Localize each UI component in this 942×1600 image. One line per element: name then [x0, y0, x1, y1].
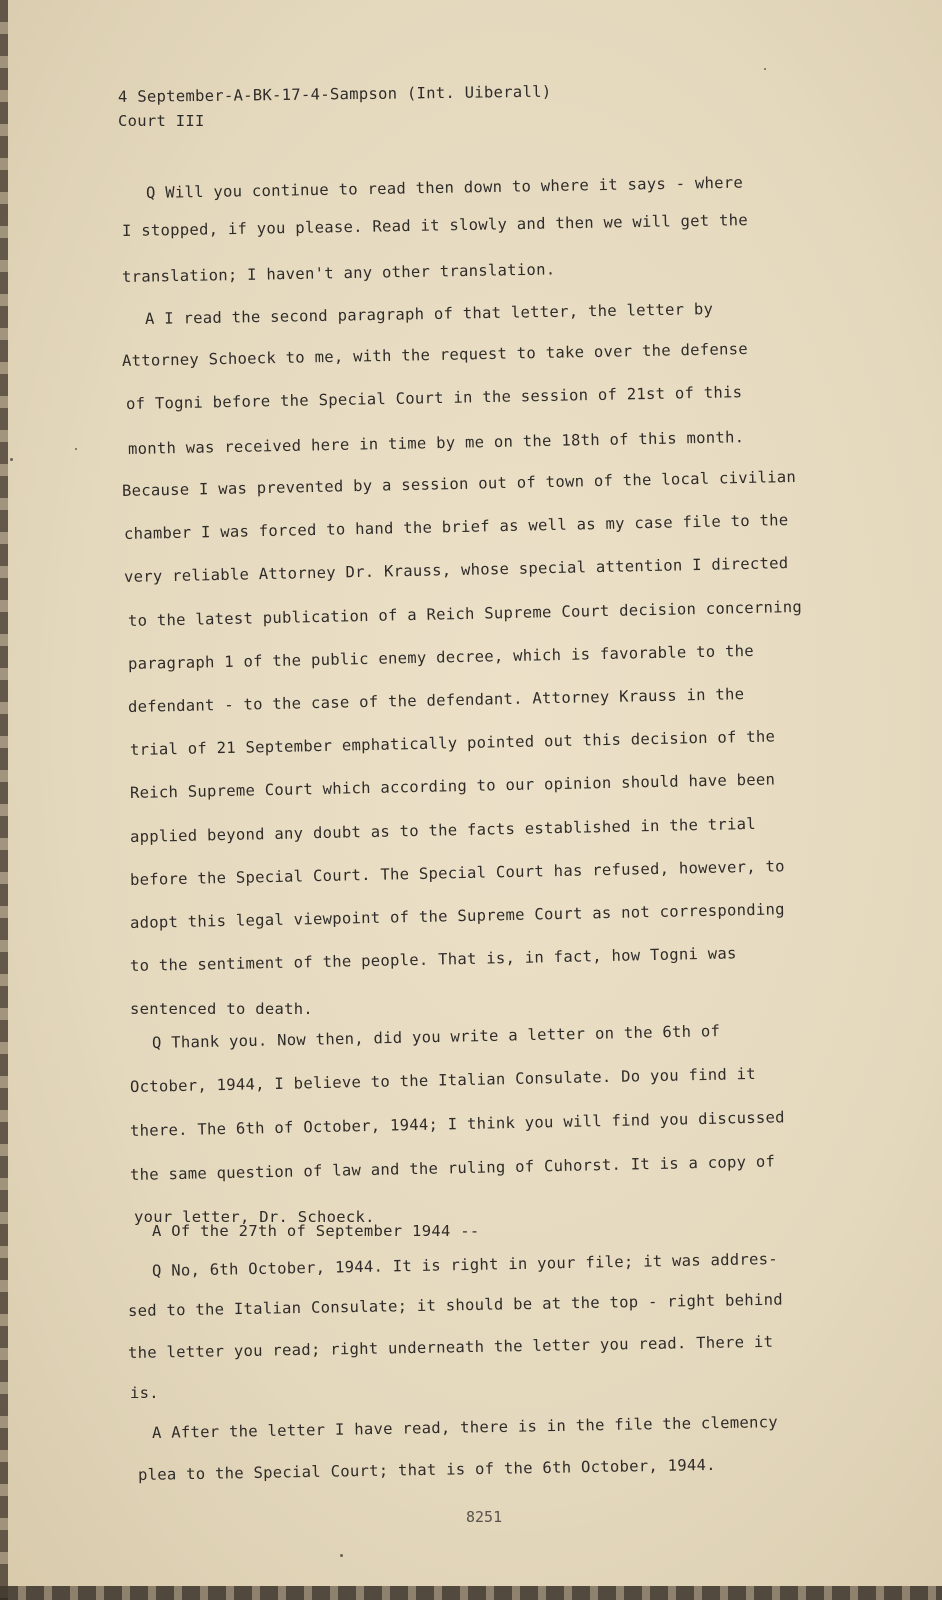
speck: [340, 1554, 343, 1557]
speck: [10, 458, 13, 461]
body-line: Q Will you continue to read then down to where it says - where: [145, 173, 744, 202]
body-line: Attorney Schoeck to me, with the request to take over the defense: [121, 339, 749, 370]
body-line: is.: [130, 1384, 159, 1402]
page-left-edge: [0, 0, 8, 1600]
speck: [75, 448, 77, 450]
body-line: the letter you read; right underneath the letter you read. There it: [127, 1332, 774, 1362]
page-bottom-edge: [0, 1586, 942, 1600]
body-line: applied beyond any doubt as to the facts established in the trial: [129, 814, 757, 846]
body-line: of Togni before the Special Court in the session of 21st of this: [125, 383, 743, 413]
body-line: before the Special Court. The Special Court has refused, however, to: [129, 857, 786, 889]
body-line: to the sentiment of the people. That is, in fact, how Togni was: [129, 944, 737, 975]
body-line: Q Thank you. Now then, did you write a letter on the 6th of: [151, 1022, 721, 1052]
body-line: very reliable Attorney Dr. Krauss, whose special attention I directed: [123, 554, 789, 586]
header-line-2: Court III: [118, 112, 205, 130]
body-line: Reich Supreme Court which according to our opinion should have been: [129, 770, 776, 802]
body-line: adopt this legal viewpoint of the Supreme Court as not corresponding: [129, 900, 786, 932]
body-line: the same question of law and the ruling of Cuhorst. It is a copy of: [129, 1152, 776, 1184]
body-line: paragraph 1 of the public enemy decree, which is favorable to the: [127, 641, 755, 673]
body-line: sentenced to death.: [130, 1000, 314, 1018]
body-line: Q No, 6th October, 1944. It is right in your file; it was addres-: [151, 1249, 779, 1280]
body-line: to the latest publication of a Reich Supreme Court decision concerning: [127, 597, 803, 630]
body-line: chamber I was forced to hand the brief as well as my case file to the: [123, 511, 789, 543]
page-number: 8251: [466, 1508, 503, 1526]
body-line: I stopped, if you please. Read it slowly and then we will get the: [121, 211, 749, 240]
body-line: sed to the Italian Consulate; it should be at the top - right behind: [127, 1290, 784, 1320]
body-line: October, 1944, I believe to the Italian Consulate. Do you find it: [129, 1064, 757, 1096]
body-line: A Of the 27th of September 1944 --: [152, 1222, 480, 1240]
speck: [764, 68, 766, 70]
body-line: plea to the Special Court; that is of the 6th October, 1944.: [137, 1455, 716, 1484]
body-line: there. The 6th of October, 1944; I think you will find you discussed: [129, 1108, 786, 1140]
body-line: translation; I haven't any other translation.: [121, 260, 556, 286]
body-line: A I read the second paragraph of that letter, the letter by: [144, 300, 714, 328]
body-line: trial of 21 September emphatically pointed out this decision of the: [129, 727, 776, 759]
header-line-1: 4 September-A-BK-17-4-Sampson (Int. Uiberall): [117, 82, 552, 106]
body-line: A After the letter I have read, there is in the file the clemency: [151, 1413, 779, 1442]
body-line: your letter, Dr. Schoeck.: [134, 1208, 375, 1226]
body-line: Because I was prevented by a session out of town of the local civilian: [121, 467, 797, 500]
body-line: month was received here in time by me on the 18th of this month.: [127, 428, 745, 458]
body-line: defendant - to the case of the defendant. Attorney Krauss in the: [127, 685, 745, 716]
